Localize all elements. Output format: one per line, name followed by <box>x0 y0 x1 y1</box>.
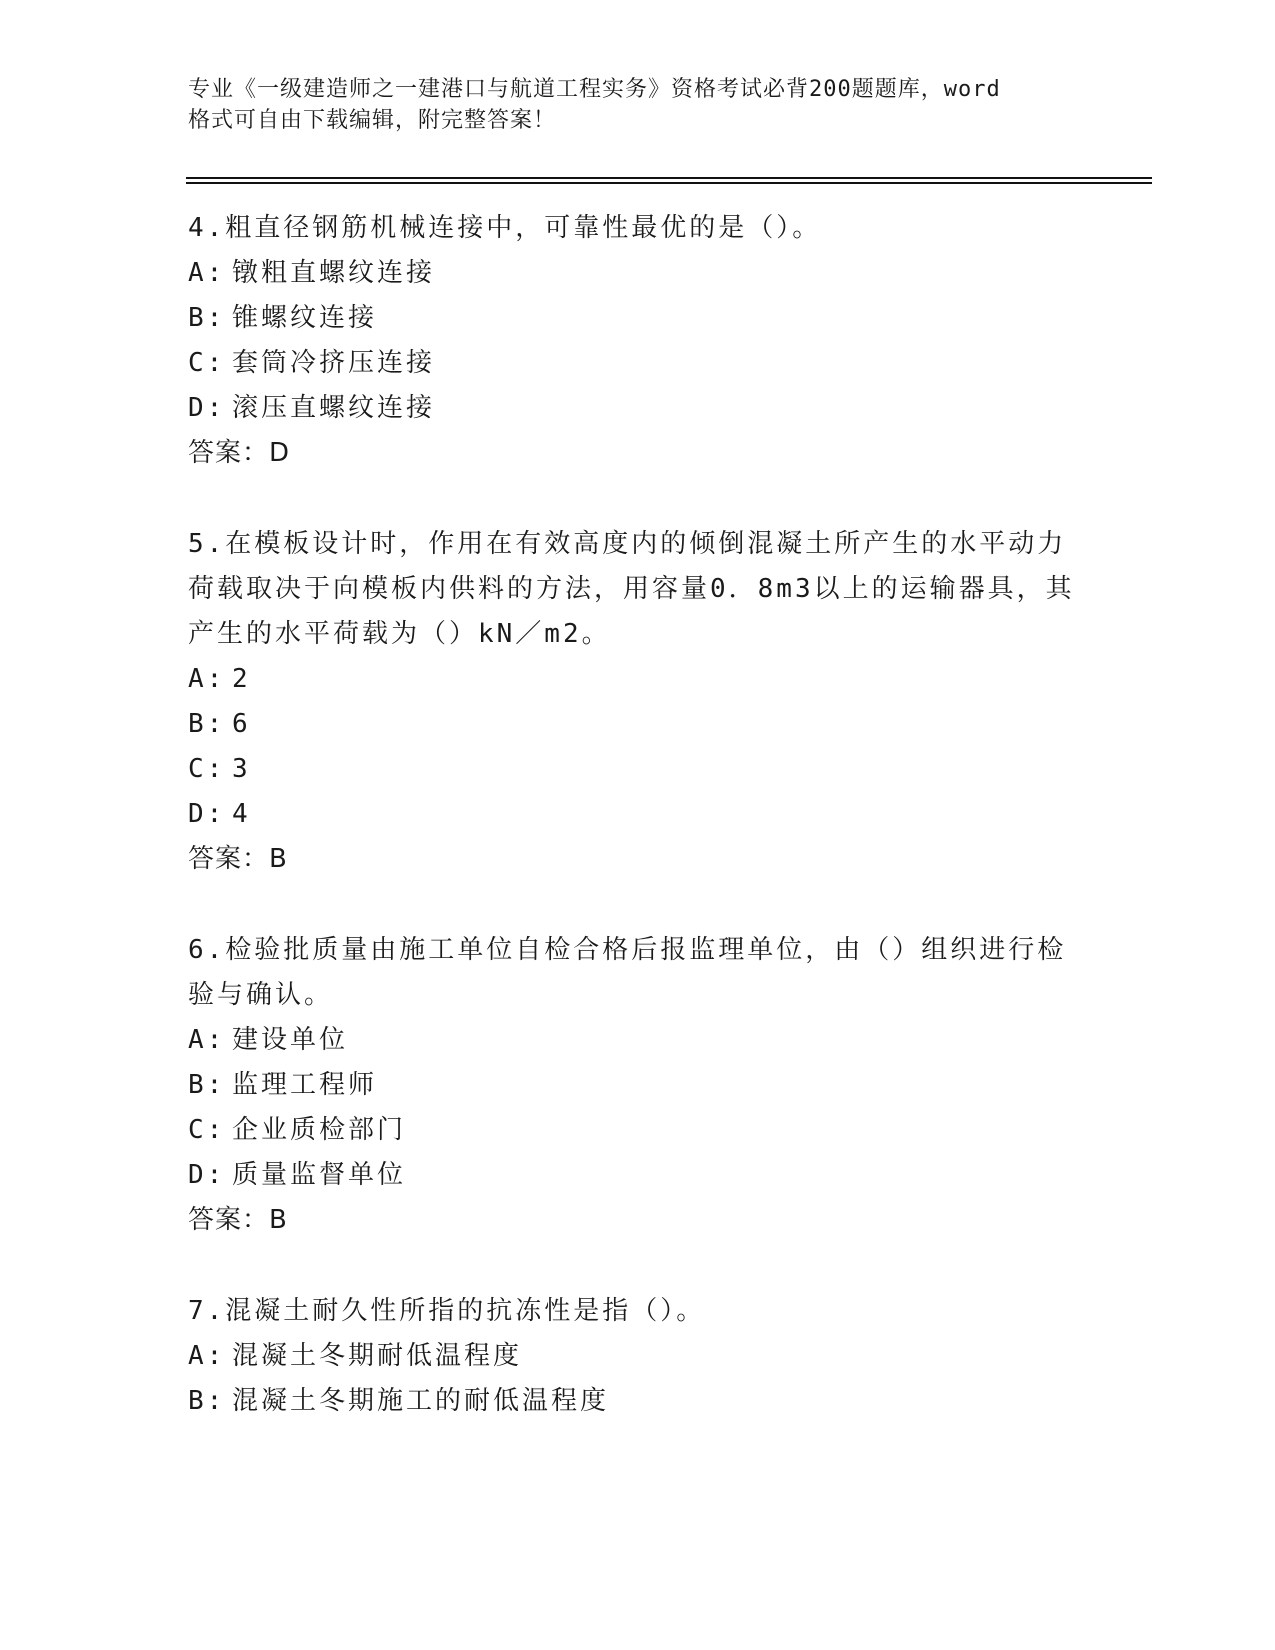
option-letter: C: <box>188 1115 226 1145</box>
question-5 <box>188 522 1088 882</box>
option-letter: D: <box>188 799 226 829</box>
question-list <box>188 206 1088 1470</box>
question-stem-line-3: 产生的水平荷载为（）kN／m2。 <box>188 619 611 649</box>
option-text: 锥螺纹连接 <box>232 303 378 333</box>
option-letter: D: <box>188 1160 226 1190</box>
option-c <box>188 341 1088 386</box>
option-b <box>188 1063 1088 1108</box>
option-text: 镦粗直螺纹连接 <box>232 258 436 288</box>
document-header <box>188 74 1068 136</box>
question-4 <box>188 206 1088 476</box>
header-divider-bottom <box>186 182 1152 184</box>
option-text: 套筒冷挤压连接 <box>232 348 436 378</box>
answer-line: 答案：B <box>188 1205 288 1235</box>
option-text: 建设单位 <box>232 1025 349 1055</box>
option-text: 企业质检部门 <box>232 1115 407 1145</box>
option-b <box>188 702 1088 747</box>
option-letter: B: <box>188 709 226 739</box>
option-letter: A: <box>188 1025 226 1055</box>
header-divider-top <box>186 177 1152 179</box>
question-stem-line-1: 5.在模板设计时，作用在有效高度内的倾倒混凝土所产生的水平动力 <box>188 529 1067 559</box>
question-6 <box>188 928 1088 1243</box>
option-text: 4 <box>232 799 251 829</box>
option-text: 3 <box>232 754 251 784</box>
option-text: 监理工程师 <box>232 1070 378 1100</box>
header-title-line-1: 专业《一级建造师之一建港口与航道工程实务》资格考试必背200题题库，word <box>188 77 1001 102</box>
option-a <box>188 1018 1088 1063</box>
option-a <box>188 1334 1088 1379</box>
question-stem: 7.混凝土耐久性所指的抗冻性是指（）。 <box>188 1296 706 1326</box>
header-title-line-2: 格式可自由下载编辑，附完整答案！ <box>188 108 557 133</box>
option-text: 6 <box>232 709 251 739</box>
answer-line: 答案：D <box>188 438 291 468</box>
option-b <box>188 296 1088 341</box>
question-stem: 4.粗直径钢筋机械连接中，可靠性最优的是（）。 <box>188 213 822 243</box>
option-d <box>188 386 1088 431</box>
option-c <box>188 1108 1088 1153</box>
option-letter: C: <box>188 348 226 378</box>
option-d <box>188 1153 1088 1198</box>
option-text: 质量监督单位 <box>232 1160 407 1190</box>
option-c <box>188 747 1088 792</box>
option-text: 滚压直螺纹连接 <box>232 393 436 423</box>
option-letter: A: <box>188 258 226 288</box>
option-letter: C: <box>188 754 226 784</box>
option-letter: D: <box>188 393 226 423</box>
answer-line: 答案：B <box>188 844 288 874</box>
option-letter: A: <box>188 1341 226 1371</box>
option-letter: B: <box>188 303 226 333</box>
option-a <box>188 657 1088 702</box>
option-a <box>188 251 1088 296</box>
question-stem-line-2: 验与确认。 <box>188 980 334 1010</box>
option-text: 2 <box>232 664 251 694</box>
question-stem-line-1: 6.检验批质量由施工单位自检合格后报监理单位，由（）组织进行检 <box>188 935 1067 965</box>
option-letter: B: <box>188 1386 226 1416</box>
question-stem-line-2: 荷载取决于向模板内供料的方法，用容量0．8m3以上的运输器具，其 <box>188 574 1075 604</box>
option-text: 混凝土冬期施工的耐低温程度 <box>232 1386 610 1416</box>
option-letter: A: <box>188 664 226 694</box>
option-text: 混凝土冬期耐低温程度 <box>232 1341 523 1371</box>
option-letter: B: <box>188 1070 226 1100</box>
option-b <box>188 1379 1088 1424</box>
option-d <box>188 792 1088 837</box>
question-7 <box>188 1289 1088 1424</box>
